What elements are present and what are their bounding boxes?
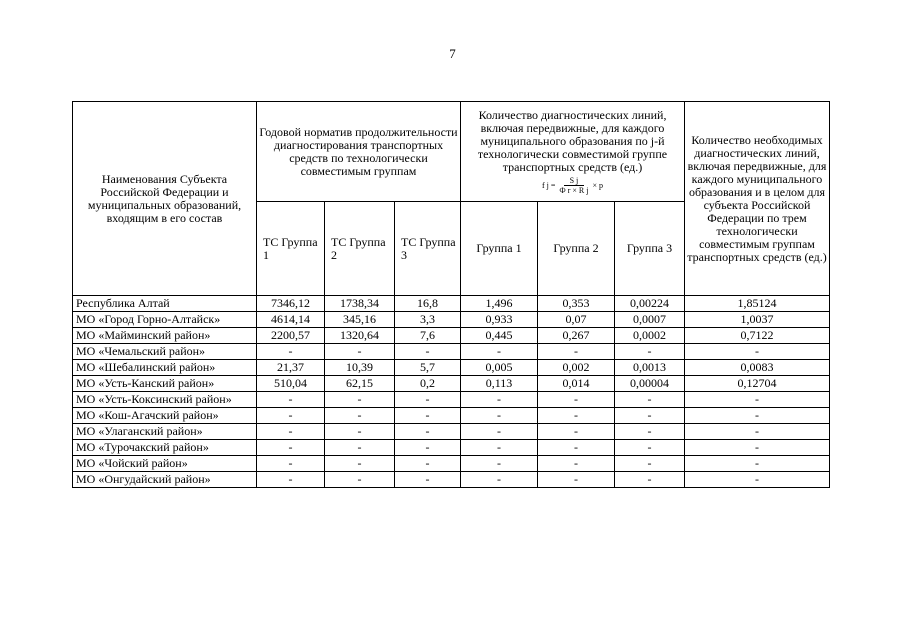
value-cell: - [538, 456, 615, 472]
value-cell: - [461, 456, 538, 472]
header-annual-norm: Годовой норматив продолжительности диагностирования транспортных средств по технологически совместимым группам [257, 102, 461, 202]
value-cell: - [615, 424, 685, 440]
header-total-lines: Количество необходимых диагностических линий, включая передвижные, для каждого муниципального образования и в целом для субъекта Российской Федерации по трем технологически совместимым группам транспортных средств (ед.) [685, 102, 830, 296]
formula-tail: × p [592, 180, 603, 190]
table-row [73, 360, 830, 376]
value-cell: - [325, 408, 395, 424]
value-cell: - [538, 392, 615, 408]
header-name-column: Наименования Субъекта Российской Федерации и муниципальных образований, входящим в его состав [73, 102, 257, 296]
value-cell: - [325, 472, 395, 488]
value-cell: - [685, 392, 830, 408]
value-cell: - [461, 472, 538, 488]
formula-fraction [559, 176, 588, 195]
value-cell: - [395, 456, 461, 472]
region-name-cell: МО «Чемальский район» [73, 344, 257, 360]
region-name-cell: МО «Чойский район» [73, 456, 257, 472]
value-cell: 7346,12 [257, 296, 325, 312]
region-name-cell: МО «Онгудайский район» [73, 472, 257, 488]
subheader-ts-group-2: ТС Группа 2 [325, 202, 395, 296]
value-cell: 0,7122 [685, 328, 830, 344]
value-cell: - [395, 344, 461, 360]
value-cell: 1738,34 [325, 296, 395, 312]
value-cell: - [257, 392, 325, 408]
value-cell: 0,353 [538, 296, 615, 312]
header-diagnostic-lines [461, 102, 685, 202]
value-cell: 0,267 [538, 328, 615, 344]
value-cell: 7,6 [395, 328, 461, 344]
value-cell: - [615, 440, 685, 456]
table-row [73, 392, 830, 408]
value-cell: 1,85124 [685, 296, 830, 312]
value-cell: - [685, 344, 830, 360]
value-cell: - [538, 472, 615, 488]
value-cell: 62,15 [325, 376, 395, 392]
value-cell: - [615, 344, 685, 360]
value-cell: - [461, 344, 538, 360]
value-cell: 16,8 [395, 296, 461, 312]
value-cell: - [685, 440, 830, 456]
value-cell: - [538, 440, 615, 456]
table-row [73, 312, 830, 328]
value-cell: 0,445 [461, 328, 538, 344]
value-cell: - [257, 472, 325, 488]
value-cell: - [325, 344, 395, 360]
value-cell: 510,04 [257, 376, 325, 392]
formula-lhs: f j = [542, 180, 556, 190]
table-row [73, 328, 830, 344]
table-row [73, 424, 830, 440]
value-cell: - [615, 472, 685, 488]
value-cell: 0,0083 [685, 360, 830, 376]
value-cell: - [685, 456, 830, 472]
value-cell: 3,3 [395, 312, 461, 328]
value-cell: 5,7 [395, 360, 461, 376]
region-name-cell: МО «Турочакский район» [73, 440, 257, 456]
value-cell: - [461, 424, 538, 440]
value-cell: 0,014 [538, 376, 615, 392]
value-cell: - [395, 392, 461, 408]
value-cell: - [461, 440, 538, 456]
region-name-cell: МО «Усть-Канский район» [73, 376, 257, 392]
value-cell: 0,00224 [615, 296, 685, 312]
subheader-lines-group-3: Группа 3 [615, 202, 685, 296]
region-name-cell: МО «Усть-Коксинский район» [73, 392, 257, 408]
value-cell: 1,0037 [685, 312, 830, 328]
value-cell: 0,2 [395, 376, 461, 392]
page-number: 7 [449, 46, 456, 61]
value-cell: 21,37 [257, 360, 325, 376]
subheader-ts-group-1: ТС Группа 1 [257, 202, 325, 296]
subheader-lines-group-2: Группа 2 [538, 202, 615, 296]
value-cell: 1320,64 [325, 328, 395, 344]
formula [463, 176, 682, 195]
value-cell: - [685, 472, 830, 488]
value-cell: 0,07 [538, 312, 615, 328]
value-cell: - [395, 472, 461, 488]
table-row [73, 472, 830, 488]
table-row [73, 408, 830, 424]
value-cell: - [325, 424, 395, 440]
value-cell: - [685, 424, 830, 440]
value-cell: - [395, 424, 461, 440]
header-diagnostic-lines-text: Количество диагностических линий, включая передвижные, для каждого муниципального образования по j-й технологически совместимой группе транспортных средств (ед.) [477, 107, 668, 174]
value-cell: - [685, 408, 830, 424]
value-cell: - [325, 392, 395, 408]
subheader-ts-group-3: ТС Группа 3 [395, 202, 461, 296]
value-cell: - [257, 424, 325, 440]
region-name-cell: МО «Кош-Агачский район» [73, 408, 257, 424]
region-name-cell: МО «Шебалинский район» [73, 360, 257, 376]
value-cell: 0,0007 [615, 312, 685, 328]
value-cell: - [325, 456, 395, 472]
value-cell: - [257, 408, 325, 424]
value-cell: 0,933 [461, 312, 538, 328]
table-row [73, 344, 830, 360]
value-cell: - [257, 456, 325, 472]
subheader-lines-group-1: Группа 1 [461, 202, 538, 296]
table-row [73, 456, 830, 472]
value-cell: 1,496 [461, 296, 538, 312]
value-cell: 0,002 [538, 360, 615, 376]
formula-denominator: Ф r × R j [559, 185, 589, 195]
region-name-cell: МО «Город Горно-Алтайск» [73, 312, 257, 328]
value-cell: - [538, 424, 615, 440]
value-cell: 0,005 [461, 360, 538, 376]
value-cell: - [538, 408, 615, 424]
value-cell: - [538, 344, 615, 360]
value-cell: 0,0002 [615, 328, 685, 344]
value-cell: - [461, 392, 538, 408]
value-cell: 2200,57 [257, 328, 325, 344]
value-cell: 0,0013 [615, 360, 685, 376]
table-row [73, 296, 830, 312]
value-cell: - [257, 344, 325, 360]
region-name-cell: Республика Алтай [73, 296, 257, 312]
value-cell: - [615, 392, 685, 408]
value-cell: 345,16 [325, 312, 395, 328]
value-cell: - [461, 408, 538, 424]
value-cell: - [615, 408, 685, 424]
value-cell: 4614,14 [257, 312, 325, 328]
formula-numerator: S j [564, 176, 585, 186]
value-cell: - [395, 440, 461, 456]
value-cell: - [395, 408, 461, 424]
value-cell: - [615, 456, 685, 472]
table-row [73, 376, 830, 392]
table-row [73, 440, 830, 456]
value-cell: 0,113 [461, 376, 538, 392]
value-cell: 0,12704 [685, 376, 830, 392]
region-name-cell: МО «Майминский район» [73, 328, 257, 344]
value-cell: 0,00004 [615, 376, 685, 392]
diagnostic-lines-table [72, 101, 830, 488]
value-cell: 10,39 [325, 360, 395, 376]
region-name-cell: МО «Улаганский район» [73, 424, 257, 440]
value-cell: - [257, 440, 325, 456]
value-cell: - [325, 440, 395, 456]
